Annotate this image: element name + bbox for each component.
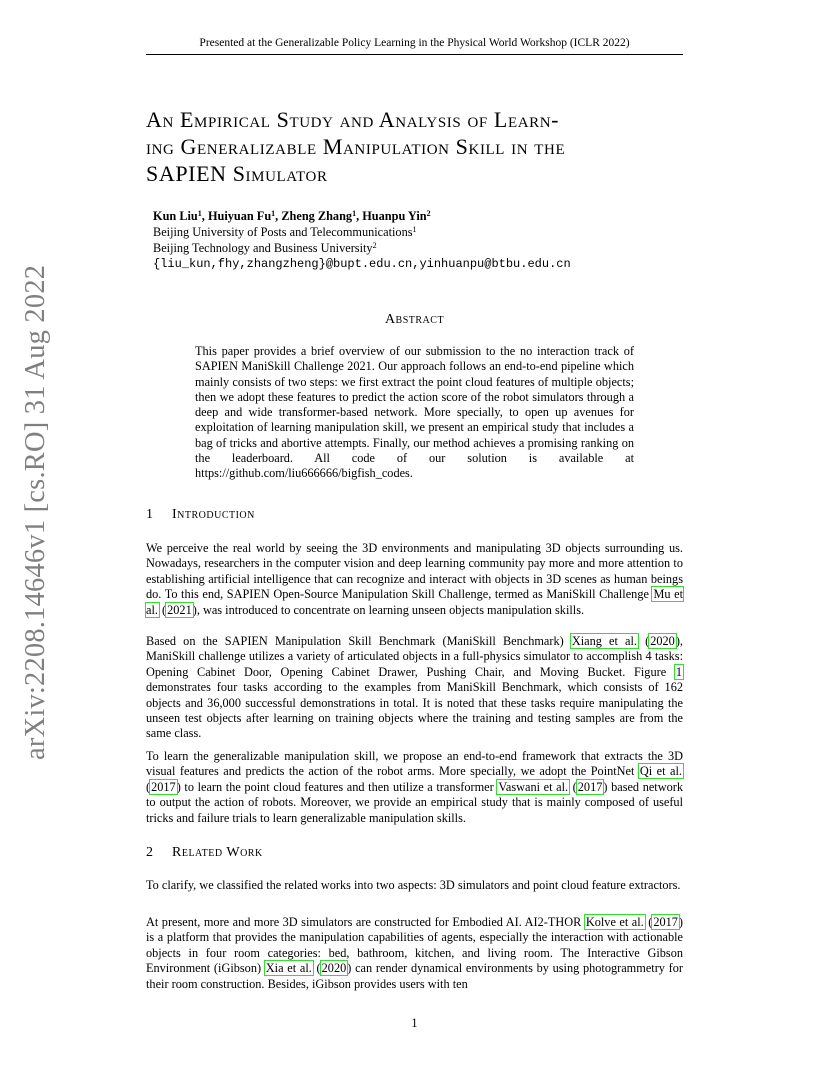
section-title: Related Work — [172, 845, 263, 860]
paragraph-text: ( — [638, 634, 650, 648]
intro-paragraph-1 — [146, 541, 683, 618]
author-affil-mark: 1 — [197, 209, 202, 218]
author-name: Huiyuan Fu — [207, 209, 272, 223]
paragraph-text: ( — [569, 779, 577, 794]
abstract-text: This paper provides a brief overview of our submission to the no interaction track of SAPIEN ManiSkill Challenge 2021. Our approach follows an end-to-end pipeline which mainly consists of two steps: we first extract the point cloud features of multiple objects; then we adopt these features to predict the action score of the robot simulators through a deep and wide transformer-based network. More specially, to open up avenues for exploitation of learning manipulation skill, we present an empirical study that includes a bag of tricks and abortive attempts. Finally, our method achieves a promising ranking on the leaderboard. All code of our solution is available at https://github.com/liu666666/bigfish_codes. — [195, 344, 634, 481]
author-names — [153, 208, 693, 224]
paragraph-text: ), ManiSkill challenge utilizes a variety of articulated objects in a full-physics simulator to accomplish 4 tasks: Opening Cabinet Door, Opening Cabinet Drawer, Pushing Chair, and Moving Bucket. Figure — [146, 634, 683, 679]
section-number: 1 — [146, 507, 154, 522]
paragraph-text: Based on the SAPIEN Manipulation Skill Benchmark (ManiSkill Benchmark) — [146, 634, 571, 648]
citation-link[interactable]: Xiang et al. — [571, 634, 637, 648]
affiliation-1 — [153, 224, 693, 240]
section-number: 2 — [146, 845, 154, 860]
paragraph-text: ( — [644, 915, 653, 929]
affiliation-text: Beijing Technology and Business University — [153, 241, 373, 255]
title-line-2: ing Generalizable Manipulation Skill in the — [146, 134, 566, 159]
paragraph-text: ( — [158, 602, 167, 617]
affiliation-mark: 2 — [372, 241, 377, 250]
citation-link[interactable]: Vaswani et al. — [498, 779, 569, 794]
affiliation-2 — [153, 240, 693, 256]
author-block — [153, 208, 693, 272]
title-line-3: SAPIEN Simulator — [146, 161, 328, 186]
intro-paragraph-2 — [146, 634, 683, 742]
paragraph-text: ) based network to output the action of robots. Moreover, we provide an empirical study that is mainly composed of useful tricks and failure trials to learn generalizable manipulation skills. — [146, 779, 683, 825]
author-affil-mark: 2 — [426, 209, 431, 218]
page-number: 1 — [411, 1016, 418, 1030]
author-name: Zheng Zhang — [281, 209, 353, 223]
section-heading-introduction — [146, 507, 255, 523]
intro-paragraph-3 — [146, 749, 683, 826]
paragraph-text: ) can render dynamical environments by using photogrammetry for their room construction. Besides, iGibson provides users with ten — [146, 961, 683, 991]
author-separator: , — [275, 209, 282, 223]
author-name: Kun Liu — [153, 209, 198, 223]
citation-link[interactable]: 2017 — [151, 779, 176, 794]
related-paragraph-2 — [146, 915, 683, 992]
paragraph-text: demonstrates four tasks according to the examples from ManiSkill Benchmark, which consists of 162 objects and 36,000 successful demonstrations in total. It is noted that these tasks require manipulating the unseen test objects after learning on training objects where the training and testing samples are from the same class. — [146, 680, 683, 741]
citation-link[interactable]: 2017 — [653, 915, 678, 929]
paragraph-text: ( — [312, 961, 321, 976]
author-name: Huanpu Yin — [362, 209, 427, 223]
citation-link[interactable]: 2021 — [167, 602, 192, 617]
paragraph-text: ), was introduced to concentrate on learning unseen objects manipulation skills. — [192, 602, 585, 617]
paragraph-text: At present, more and more 3D simulators are constructed for Embodied AI. AI2-THOR — [146, 915, 585, 929]
section-heading-related-work — [146, 845, 263, 861]
author-separator: , — [356, 209, 363, 223]
author-separator: , — [201, 209, 208, 223]
paragraph-text: ) to learn the point cloud features and then utilize a transformer — [176, 779, 498, 794]
citation-link[interactable]: 2020 — [650, 634, 675, 648]
author-affil-mark: 1 — [352, 209, 357, 218]
abstract-heading: Abstract — [384, 312, 445, 327]
affiliation-mark: 1 — [412, 225, 417, 234]
citation-link[interactable]: 2020 — [321, 961, 347, 976]
paragraph-text: To learn the generalizable manipulation skill, we propose an end-to-end framework that extracts the 3D visual features and predicts the action of the robot arms. More specially, we adopt the PointNet — [146, 749, 683, 779]
citation-link[interactable]: 2017 — [577, 779, 603, 794]
citation-link[interactable]: Qi et al. — [639, 764, 682, 779]
paragraph-text: ( — [146, 779, 151, 794]
citation-link[interactable]: Mu et al. — [146, 587, 683, 617]
section-title: Introduction — [172, 507, 255, 522]
arxiv-identifier: arXiv:2208.14646v1 [cs.RO] 31 Aug 2022 — [20, 264, 51, 760]
title-line-1: An Empirical Study and Analysis of Learn- — [146, 107, 560, 132]
paragraph-text: ) is a platform that provides the manipulation capabilities of agents, especially the interaction with actionable objects in four room categories: bed, bathroom, kitchen, and living room. The Interactive Gibson Environment (iGibson) — [146, 915, 684, 976]
citation-link[interactable]: Kolve et al. — [585, 915, 644, 929]
paragraph-text: We perceive the real world by seeing the 3D environments and manipulating 3D objects surrounding us. Nowadays, researchers in the computer vision and deep learning community pay more and more attention to establishing artificial intelligence that can recognize and interact with objects in 3D scenes as human beings do. To this end, SAPIEN Open-Source Manipulation Skill Challenge, termed as ManiSkill Challenge — [146, 541, 683, 602]
running-header: Presented at the Generalizable Policy Learning in the Physical World Workshop (ICLR 2022) — [146, 36, 683, 55]
related-paragraph-1: To clarify, we classified the related works into two aspects: 3D simulators and point cloud feature extractors. — [146, 878, 681, 892]
author-emails: {liu_kun,fhy,zhangzheng}@bupt.edu.cn,yinhuanpu@btbu.edu.cn — [153, 257, 571, 271]
affiliation-text: Beijing University of Posts and Telecommunications — [153, 225, 413, 239]
paper-title — [146, 106, 686, 187]
figure-reference-link[interactable]: 1 — [675, 664, 682, 679]
citation-link[interactable]: Xia et al. — [265, 961, 312, 976]
author-affil-mark: 1 — [271, 209, 276, 218]
